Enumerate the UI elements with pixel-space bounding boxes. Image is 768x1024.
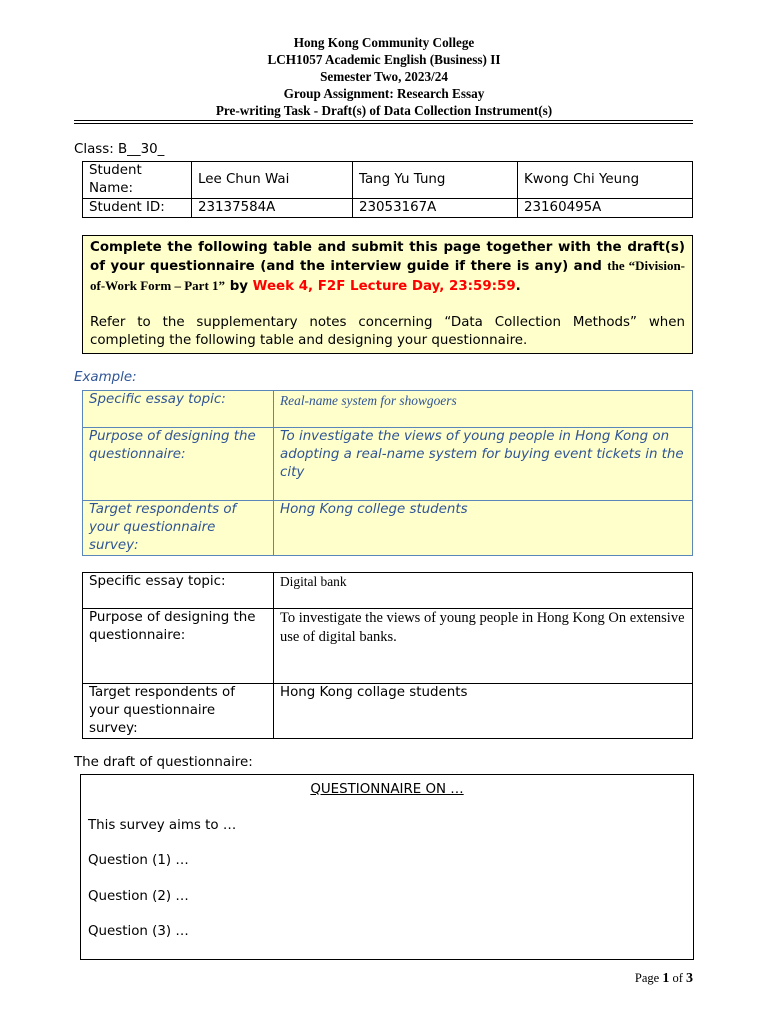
header-divider-secondary (74, 123, 693, 124)
student-name-2: Tang Yu Tung (353, 162, 518, 199)
essay-details-table (82, 572, 693, 739)
questionnaire-box (80, 774, 694, 960)
topic-value: Digital bank (274, 573, 693, 609)
question-1-line: Question (1) … (88, 853, 189, 868)
draft-label: The draft of questionnaire: (74, 755, 253, 770)
target-value: Hong Kong collage students (274, 684, 693, 739)
example-purpose-value: To investigate the views of young people in Hong Kong on adopting a real-name system for buying event tickets in the city (274, 428, 693, 501)
deadline: Week 4, F2F Lecture Day, 23:59:59 (252, 278, 516, 294)
instructions-box (82, 235, 693, 354)
row-purpose (83, 609, 693, 684)
row-topic (83, 573, 693, 609)
row-target (83, 684, 693, 739)
college-name: Hong Kong Community College (293, 35, 475, 50)
student-name-row (83, 162, 693, 199)
student-table (82, 161, 693, 218)
semester: Semester Two, 2023/24 (320, 68, 448, 84)
division-of-work-form: the “Division-of-Work Form – Part 1” (90, 258, 686, 293)
example-topic-value: Real-name system for showgoers (274, 391, 693, 428)
student-id-1: 23137584A (192, 199, 353, 218)
header-divider (74, 120, 693, 121)
page-number (635, 971, 693, 987)
example-purpose-label: Purpose of designing the questionnaire: (83, 428, 274, 501)
purpose-label: Purpose of designing the questionnaire: (83, 609, 274, 684)
instructions-text: Complete the following table and submit this page together with the draft(s) of your questionnaire (and the interview guide if there is any) and (90, 240, 685, 275)
survey-aim-line: This survey aims to … (88, 818, 237, 833)
student-id-2: 23053167A (353, 199, 518, 218)
document-header (0, 35, 768, 120)
instructions-paragraph-1 (90, 239, 685, 296)
page-prefix: Page (634, 971, 663, 985)
topic-label: Specific essay topic: (83, 573, 274, 609)
student-id-label: Student ID: (83, 199, 192, 218)
example-target-label: Target respondents of your questionnaire survey: (83, 501, 274, 556)
example-row-topic (83, 391, 693, 428)
example-row-purpose (83, 428, 693, 501)
class-line: Class: B__30_ (74, 142, 165, 157)
question-3-line: Question (3) … (88, 924, 189, 939)
page-total: 3 (686, 971, 693, 986)
target-label: Target respondents of your questionnaire survey: (83, 684, 274, 739)
purpose-value: To investigate the views of young people in Hong Kong On extensive use of digital banks. (274, 609, 693, 684)
student-id-3: 23160495A (518, 199, 693, 218)
example-table (82, 390, 693, 556)
instructions-period: . (515, 278, 521, 294)
example-target-value: Hong Kong college students (274, 501, 693, 556)
task-title: Pre-writing Task - Draft(s) of Data Collection Instrument(s) (215, 102, 553, 118)
example-topic-label: Specific essay topic: (83, 391, 274, 428)
page-of: of (669, 971, 686, 985)
instructions-by: by (225, 278, 253, 294)
student-name-3: Kwong Chi Yeung (518, 162, 693, 199)
assignment-title: Group Assignment: Research Essay (283, 85, 485, 101)
example-label: Example: (74, 370, 137, 385)
student-name-1: Lee Chun Wai (192, 162, 353, 199)
course-title: LCH1057 Academic English (Business) II (267, 51, 501, 67)
questionnaire-title: QUESTIONNAIRE ON … (310, 782, 464, 797)
page-current: 1 (662, 971, 670, 986)
student-name-label: Student Name: (83, 162, 192, 199)
question-2-line: Question (2) … (88, 889, 189, 904)
instructions-paragraph-2: Refer to the supplementary notes concerning “Data Collection Methods” when completing the following table and designing your questionnaire. (90, 314, 685, 349)
student-id-row (83, 199, 693, 218)
example-row-target (83, 501, 693, 556)
